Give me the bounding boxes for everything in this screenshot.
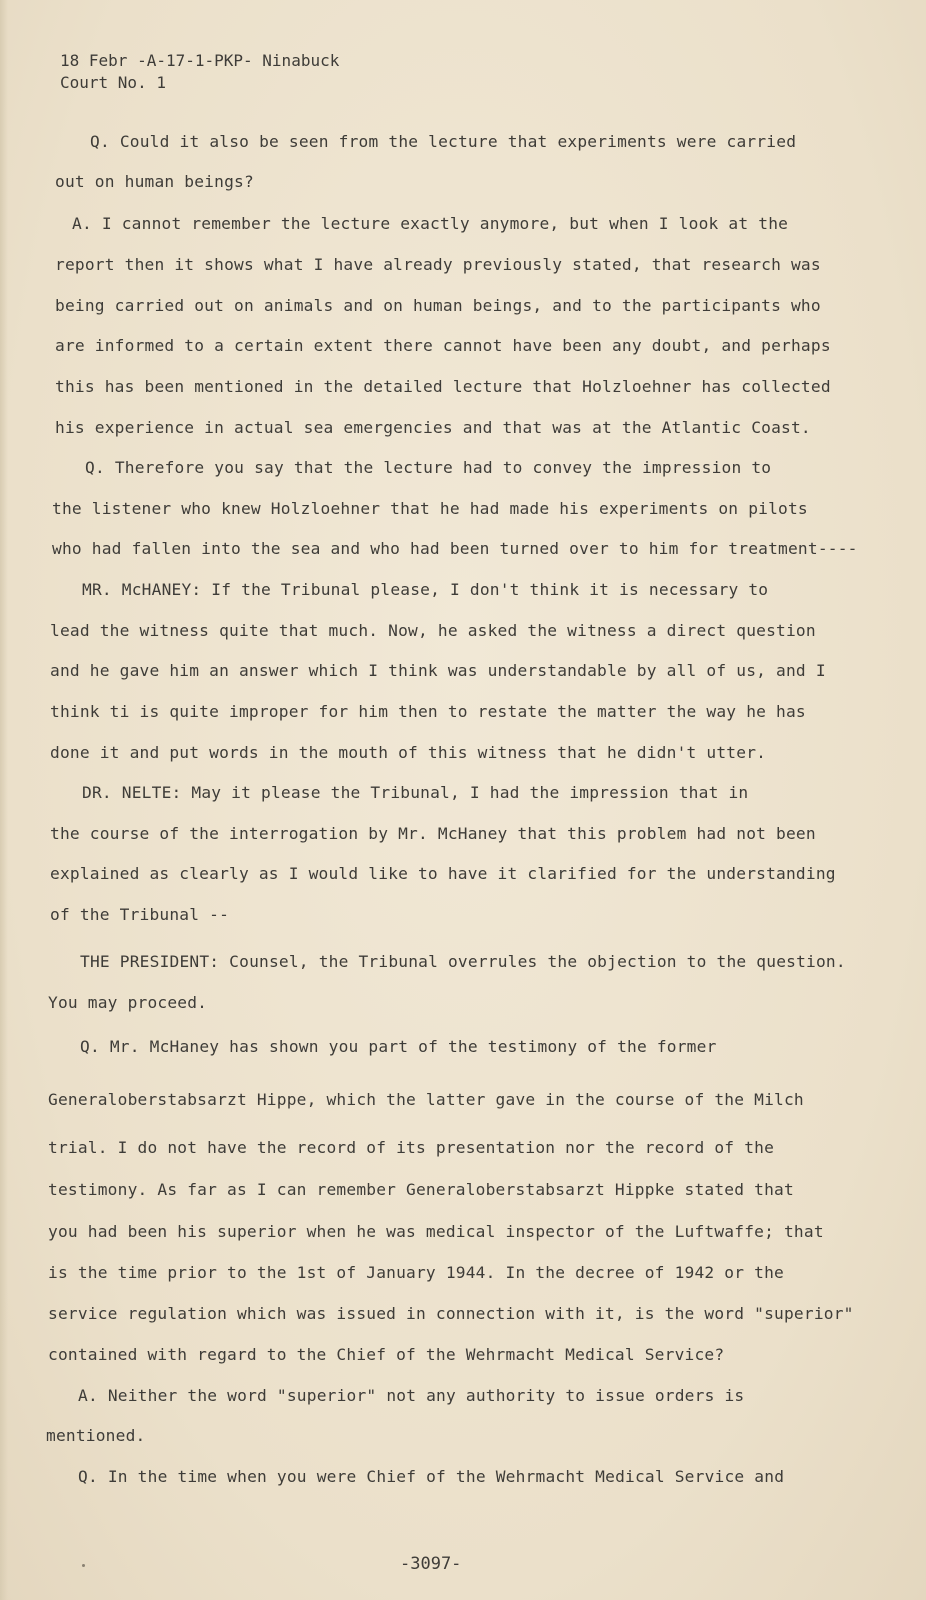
transcript-line: Generaloberstabsarzt Hippe, which the latter gave in the course of the Milch bbox=[48, 1090, 804, 1109]
transcript-line: trial. I do not have the record of its presentation nor the record of the bbox=[48, 1138, 775, 1157]
transcript-line: lead the witness quite that much. Now, he asked the witness a direct question bbox=[50, 621, 816, 640]
transcript-line: explained as clearly as I would like to have it clarified for the understanding bbox=[50, 864, 836, 883]
transcript-line: of the Tribunal -- bbox=[50, 905, 230, 924]
transcript-line: the course of the interrogation by Mr. McHaney that this problem had not been bbox=[50, 824, 816, 843]
transcript-line: out on human beings? bbox=[55, 172, 254, 191]
transcript-line: A. I cannot remember the lecture exactly anymore, but when I look at the bbox=[72, 214, 789, 233]
transcript-line: done it and put words in the mouth of this witness that he didn't utter. bbox=[50, 743, 767, 762]
transcript-line: Q. Therefore you say that the lecture had to convey the impression to bbox=[85, 458, 772, 477]
transcript-line: you had been his superior when he was medical inspector of the Luftwaffe; that bbox=[48, 1222, 824, 1241]
transcript-line: who had fallen into the sea and who had been turned over to him for treatment---- bbox=[52, 539, 858, 558]
transcript-line: Q. Mr. McHaney has shown you part of the testimony of the former bbox=[80, 1037, 717, 1056]
transcript-line: report then it shows what I have already previously stated, that research was bbox=[55, 255, 821, 274]
transcript-line: being carried out on animals and on human beings, and to the participants who bbox=[55, 296, 821, 315]
transcript-line: this has been mentioned in the detailed lecture that Holzloehner has collected bbox=[55, 377, 831, 396]
transcript-line: contained with regard to the Chief of the Wehrmacht Medical Service? bbox=[48, 1345, 725, 1364]
paper-speck bbox=[82, 1564, 85, 1567]
transcript-line: testimony. As far as I can remember Generaloberstabsarzt Hippke stated that bbox=[48, 1180, 794, 1199]
header-reference: 18 Febr -A-17-1-PKP- Ninabuck bbox=[60, 51, 340, 70]
transcript-line: THE PRESIDENT: Counsel, the Tribunal overrules the objection to the question. bbox=[80, 952, 846, 971]
transcript-line: is the time prior to the 1st of January 1944. In the decree of 1942 or the bbox=[48, 1263, 784, 1282]
transcript-line: the listener who knew Holzloehner that he had made his experiments on pilots bbox=[52, 499, 808, 518]
transcript-line: Q. In the time when you were Chief of the Wehrmacht Medical Service and bbox=[78, 1467, 785, 1486]
transcript-line: think ti is quite improper for him then to restate the matter the way he has bbox=[50, 702, 806, 721]
transcript-line: A. Neither the word "superior" not any authority to issue orders is bbox=[78, 1386, 745, 1405]
page-edge-shadow bbox=[0, 0, 8, 1600]
transcript-line: service regulation which was issued in connection with it, is the word "superior" bbox=[48, 1304, 854, 1323]
transcript-line: You may proceed. bbox=[48, 993, 208, 1012]
page-number: -3097- bbox=[400, 1554, 462, 1574]
transcript-line: and he gave him an answer which I think was understandable by all of us, and I bbox=[50, 661, 826, 680]
transcript-line: DR. NELTE: May it please the Tribunal, I had the impression that in bbox=[82, 783, 749, 802]
document-header bbox=[60, 50, 339, 94]
transcript-line: mentioned. bbox=[46, 1426, 146, 1445]
transcript-line: are informed to a certain extent there cannot have been any doubt, and perhaps bbox=[55, 336, 831, 355]
transcript-line: MR. McHANEY: If the Tribunal please, I don't think it is necessary to bbox=[82, 580, 769, 599]
header-court: Court No. 1 bbox=[60, 73, 166, 92]
transcript-line: Q. Could it also be seen from the lecture that experiments were carried bbox=[90, 132, 797, 151]
transcript-line: his experience in actual sea emergencies and that was at the Atlantic Coast. bbox=[55, 418, 811, 437]
